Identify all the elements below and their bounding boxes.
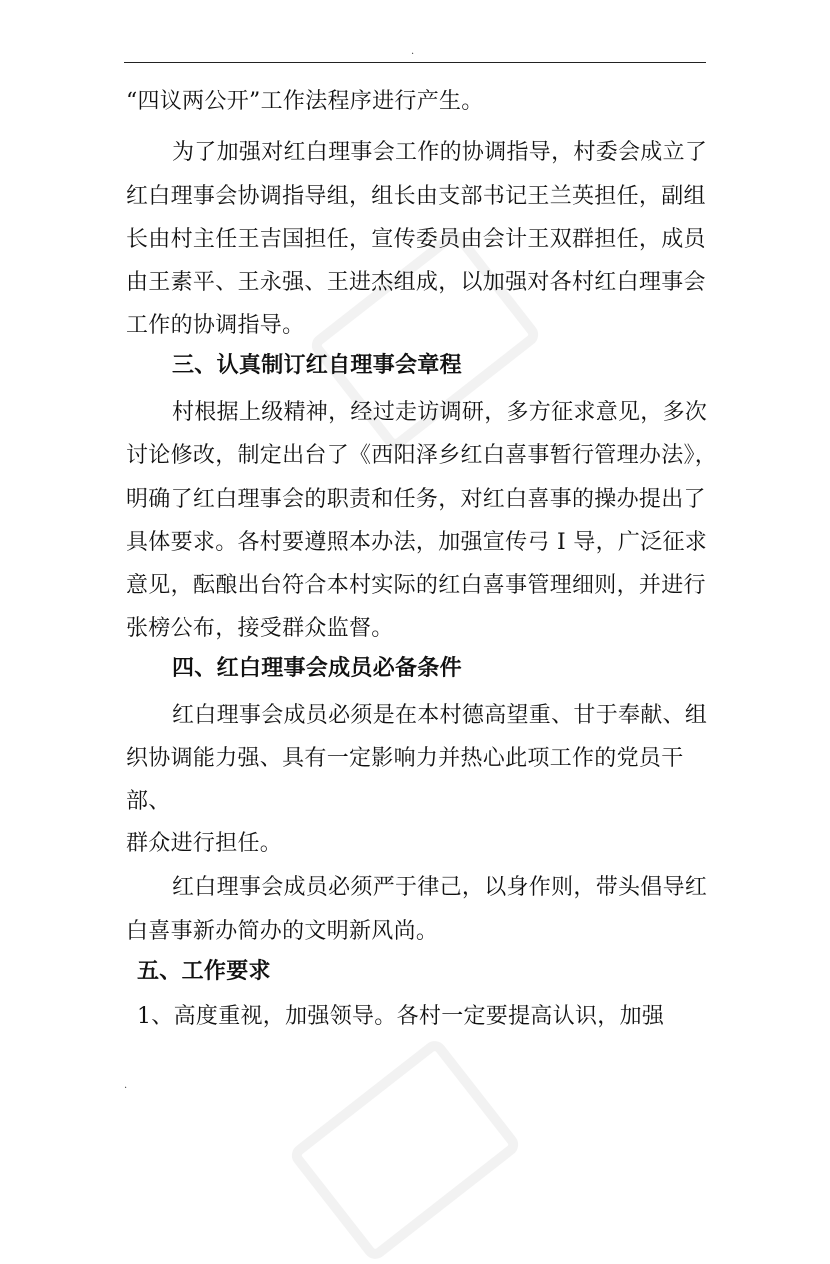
text-line: 红白理事会成员必须是在本村德高望重、甘于奉献、组 <box>172 703 708 728</box>
text-line: 长由村主任王吉国担任，宣传委员由会计王双群担任，成员 <box>126 227 706 252</box>
text-line: 村根据上级精神，经过走访调研，多方征求意见，多次 <box>172 400 708 425</box>
footer-mark: . <box>124 1080 128 1091</box>
section-heading: 四、红白理事会成员必备条件 <box>172 656 462 681</box>
watermark-stamp <box>287 1036 523 1263</box>
text-line: 明确了红白理事会的职责和任务，对红白喜事的操办提出了 <box>126 487 706 512</box>
text-line: 具体要求。各村要遵照本办法，加强宣传弓 I 导，广泛征求 <box>126 530 708 555</box>
text-line: 部、 <box>126 789 171 814</box>
section-heading: 五、工作要求 <box>137 959 271 984</box>
text-line: 红白理事会成员必须严于律己，以身作则，带头倡导红 <box>172 875 708 900</box>
text-line: 由王素平、王永强、王进杰组成，以加强对各村红白理事会 <box>126 270 706 295</box>
text-line: 群众进行担任。 <box>126 831 283 856</box>
text-line: 意见，酝酿出台符合本村实际的红白喜事管理细则，并进行 <box>126 573 706 598</box>
text-line: 为了加强对红白理事会工作的协调指导，村委会成立了 <box>172 140 708 165</box>
header-mark: . <box>411 46 415 57</box>
text-line: 1、高度重视，加强领导。各村一定要提高认识，加强 <box>137 1004 665 1029</box>
section-heading: 三、认真制订红自理事会章程 <box>172 353 462 378</box>
header-rule <box>124 62 706 63</box>
text-line: 白喜事新办简办的文明新风尚。 <box>126 919 439 944</box>
text-line: 张榜公布，接受群众监督。 <box>126 616 394 641</box>
text-line: 讨论修改，制定出台了《西阳泽乡红白喜事暂行管理办法》， <box>126 443 718 468</box>
text-line: 织协调能力强、具有一定影响力并热心此项工作的党员干 <box>126 746 684 771</box>
text-line: 红白理事会协调指导组，组长由支部书记王兰英担任，副组 <box>126 184 706 209</box>
text-line: “四议两公开”工作法程序进行产生。 <box>126 89 484 114</box>
text-line: 工作的协调指导。 <box>126 313 305 338</box>
